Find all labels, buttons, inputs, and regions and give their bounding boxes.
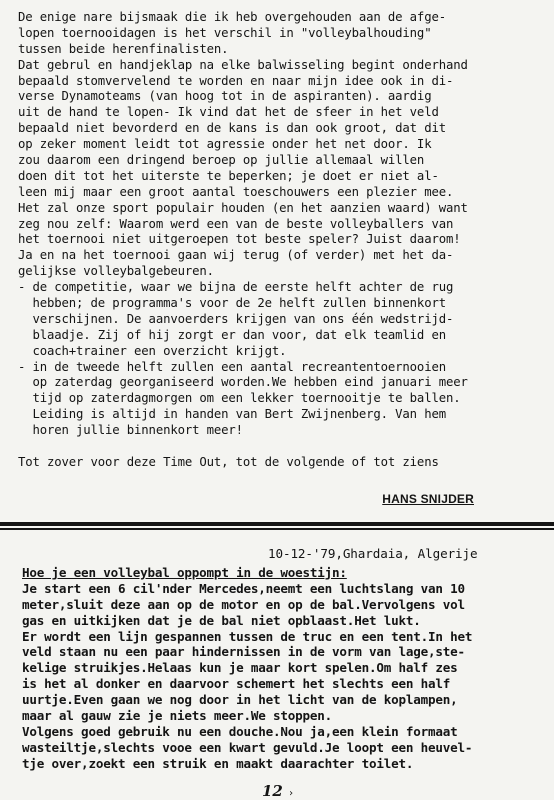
text-line: Het zal onze sport populair houden (en het aanzien waard) want — [18, 200, 468, 215]
text-line: veld staan nu een paar hindernissen in de vorm van lage,ste- — [22, 644, 465, 660]
list-item-line: hebben; de programma's voor de 2e helft zullen binnenkort — [18, 296, 446, 311]
text-line: tje over,zoekt een struik en maakt daarachter toilet. — [22, 755, 414, 771]
author-signature: HANS SNIJDER — [382, 492, 474, 506]
dateline: 10-12-'79,Ghardaia, Algerije — [268, 546, 478, 561]
desert-story-column — [22, 565, 542, 772]
text-line: is het al donker en daarvoor schemert het slechts een half — [22, 676, 451, 692]
closing-line: Tot zover voor deze Time Out, tot de volgende of tot ziens — [18, 454, 439, 469]
text-line: Je start een 6 cil'nder Mercedes,neemt een luchtslang van 10 — [22, 580, 465, 596]
text-line: kelige struikjes.Helaas kun je maar kort spelen.Om half zes — [22, 660, 458, 676]
page-number: 12 — [262, 782, 283, 800]
list-item-line: blaadje. Zij of hij zorgt er dan voor, dat elk teamlid en — [18, 327, 446, 342]
blank-line — [18, 439, 546, 455]
text-line: wasteiltje,slechts vooe een kwart gevuld.Je loopt een heuvel- — [22, 739, 473, 755]
list-item-line: op zaterdag georganiseerd worden.We hebben eind januari meer — [18, 375, 468, 390]
text-line: Er wordt een lijn gespannen tussen de truc en een tent.In het — [22, 628, 473, 644]
text-line: Ja en na het toernooi gaan wij terug (of verder) met het da- — [18, 248, 454, 263]
text-line: uit de hand te lopen- Ik vind dat het de sfeer in het veld — [18, 105, 439, 120]
text-line: verse Dynamoteams (van hoog tot in de aspiranten). aardig — [18, 89, 432, 104]
text-line: maar al gauw zie je niets meer.We stoppen. — [22, 708, 333, 724]
text-line: Volgens goed gebruik nu een douche.Nou ja,een klein formaat — [22, 723, 458, 739]
text-line: meter,sluit deze aan op de motor en op de bal.Vervolgens vol — [22, 596, 465, 612]
text-line: uurtje.Even gaan we nog door in het licht van de koplampen, — [22, 692, 458, 708]
list-item-line: Leiding is altijd in handen van Bert Zwijnenberg. Van hem — [18, 407, 446, 422]
text-line: op zeker moment leidt tot agressie onder het net door. Ik — [18, 137, 432, 152]
text-line: zeg nou zelf: Waarom werd een van de beste volleyballers van — [18, 216, 454, 231]
list-item-line: coach+trainer een overzicht krijgt. — [18, 343, 287, 358]
page-mark: › — [288, 788, 295, 799]
story-heading: Hoe je een volleybal oppompt in de woestijn: — [22, 565, 347, 580]
section-divider — [0, 522, 554, 526]
text-line: lopen toernooidagen is het verschil in "volleybalhouding" — [18, 25, 432, 40]
text-line: leen mij maar een groot aantal toeschouwers een plezier mee. — [18, 184, 454, 199]
section-divider-thin — [0, 528, 554, 530]
list-item-line: - in de tweede helft zullen een aantal recreantentoernooien — [18, 359, 446, 374]
text-line: tussen beide herenfinalisten. — [18, 41, 229, 56]
list-item-line: tijd op zaterdagmorgen om een lekker toernooitje te ballen. — [18, 391, 461, 406]
text-line: gelijkse volleybalgebeuren. — [18, 264, 214, 279]
list-item-line: horen jullie binnenkort meer! — [18, 423, 243, 438]
text-line: Dat gebrul en handjeklap na elke balwisseling begint onderhand — [18, 57, 468, 72]
text-line: gas en uitkijken dat je de bal niet opblaast.Het lukt. — [22, 612, 421, 628]
list-item-line: - de competitie, waar we bijna de eerste helft achter de rug — [18, 280, 454, 295]
text-line: zou daarom een dringend beroep op jullie allemaal willen — [18, 153, 425, 168]
text-line: bepaald stomvervelend te worden en naar mijn idee ook in di- — [18, 73, 454, 88]
text-line: De enige nare bijsmaak die ik heb overgehouden aan de afge- — [18, 10, 446, 24]
text-line: het toernooi niet uitgeroepen tot beste speler? Juist daarom! — [18, 232, 461, 247]
list-item-line: verschijnen. De aanvoerders krijgen van ons één wedstrijd- — [18, 311, 454, 326]
text-line: doen dit tot het uiterste te beperken; je doet er niet al- — [18, 168, 439, 183]
text-line: bepaald niet bevorderd en de kans is dan ook groot, dat dit — [18, 121, 446, 136]
time-out-column — [18, 10, 546, 471]
